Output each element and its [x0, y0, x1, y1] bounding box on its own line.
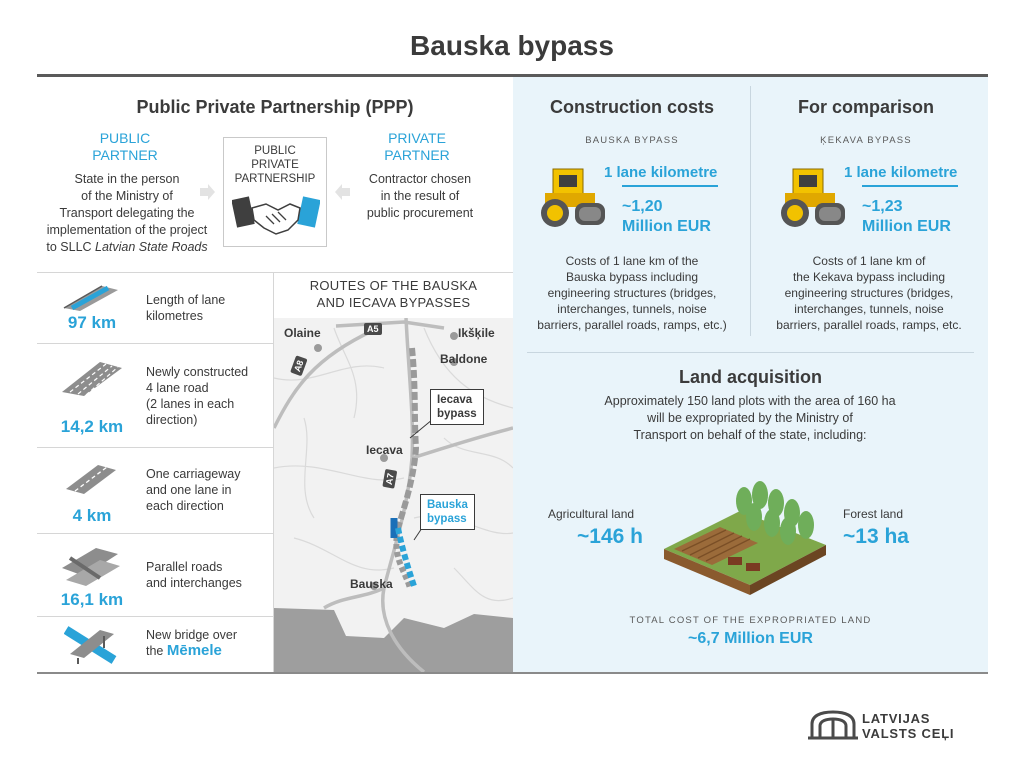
costs-subtitle: BAUSKA BYPASS [585, 135, 679, 146]
land-title: Land acquisition [678, 367, 822, 387]
comparison-value: ~1,23 Million EUR [862, 198, 951, 235]
stat-divider [37, 447, 273, 448]
stat-value-parallel-roads: 16,1 km [60, 590, 124, 609]
two-lane-road-icon [64, 463, 118, 495]
costs-lane-rule [622, 185, 718, 187]
agricultural-land-value: ~146 h [577, 525, 643, 548]
road-roller-icon [779, 165, 847, 229]
section-divider [37, 272, 513, 273]
page-title: Bauska bypass [410, 30, 614, 61]
costs-title: Construction costs [549, 97, 714, 117]
bridge-icon [64, 624, 118, 664]
arrow-right-icon [198, 183, 216, 201]
handshake-icon [232, 192, 320, 238]
ppp-box: PUBLIC PRIVATE PARTNERSHIP [223, 137, 327, 247]
interchange-icon [60, 546, 122, 586]
costs-lane-heading: 1 lane kilometre [604, 164, 718, 181]
private-partner-heading: PRIVATE PARTNER [384, 130, 450, 163]
road-badge-a5: A5 [364, 323, 382, 335]
stat-divider [37, 343, 273, 344]
stat-desc-one-carriageway: One carriageway and one lane in each direction [146, 467, 241, 513]
comparison-description: Costs of 1 lane km of the Kekava bypass including engineering structures (bridges, interchanges, tunnels, noise barriers, parallel roads, ramps, etc. [776, 254, 962, 332]
stat-desc-bridge: New bridge over the Mēmele [146, 628, 238, 659]
comparison-lane-rule [862, 185, 958, 187]
public-partner-text: State in the person of the Ministry of Transport delegating the implementation of the project to SLLC Latvian State Roads [46, 172, 208, 254]
stat-desc-lane-km: Length of lane kilometres [146, 293, 226, 323]
land-plot-icon [660, 473, 830, 603]
stat-desc-four-lane: Newly constructed 4 lane road (2 lanes in each direction) [146, 365, 249, 427]
stat-value-lane-km: 97 km [67, 313, 117, 332]
latvian-state-roads-logo-icon [808, 708, 858, 742]
stat-divider [37, 616, 273, 617]
map-label-olaine: Olaine [284, 326, 321, 340]
ppp-title: Public Private Partnership (PPP) [136, 97, 414, 117]
bauska-bypass-callout: Bauska bypass [420, 494, 475, 530]
river-name: Mēmele [166, 642, 222, 659]
iecava-bypass-callout: Iecava bypass [430, 389, 484, 425]
costs-vertical-divider [750, 86, 751, 336]
forest-land-value: ~13 ha [843, 525, 909, 548]
total-cost-label: TOTAL COST OF THE EXPROPRIATED LAND [629, 615, 872, 626]
map-background [274, 318, 513, 672]
road-badge-a8: A8 [290, 356, 307, 377]
private-partner-text: Contractor chosen in the result of public procurement [366, 172, 474, 220]
land-divider [527, 352, 974, 353]
four-lane-road-icon [60, 358, 124, 398]
public-partner-heading: PUBLIC PARTNER [92, 130, 158, 163]
stat-divider [37, 533, 273, 534]
map-title: ROUTES OF THE BAUSKA AND IECAVA BYPASSES [309, 278, 478, 310]
map-label-bauska: Bauska [350, 577, 393, 591]
road-badge-a7: A7 [382, 469, 397, 488]
map-label-ikskile: Ikšķile [458, 326, 495, 340]
stat-desc-parallel-roads: Parallel roads and interchanges [146, 560, 242, 590]
total-cost-value: ~6,7 Million EUR [688, 630, 813, 647]
stat-value-one-carriageway: 4 km [72, 506, 112, 525]
road-lane-icon [62, 284, 120, 312]
comparison-title: For comparison [797, 97, 935, 117]
costs-value: ~1,20 Million EUR [622, 198, 711, 235]
map-label-iecava: Iecava [366, 443, 403, 457]
agricultural-land-label: Agricultural land [548, 507, 635, 521]
forest-land-label: Forest land [843, 507, 904, 521]
logo-wordmark: LATVIJAS VALSTS CEĻI [862, 711, 955, 741]
bottom-divider [37, 672, 988, 674]
land-description: Approximately 150 land plots with the area of 160 ha will be expropriated by the Ministry of Transport on behalf of the state, including: [604, 394, 896, 442]
costs-description: Costs of 1 lane km of the Bauska bypass including engineering structures (bridges, interchanges, tunnels, noise barriers, parallel roads, ramps, etc.) [537, 254, 727, 332]
comparison-lane-heading: 1 lane kilometre [844, 164, 958, 181]
comparison-subtitle: ĶEKAVA BYPASS [820, 135, 912, 146]
stat-value-four-lane: 14,2 km [60, 417, 124, 436]
map-label-baldone: Baldone [440, 352, 488, 366]
road-roller-icon [539, 165, 607, 229]
route-map [274, 318, 513, 672]
